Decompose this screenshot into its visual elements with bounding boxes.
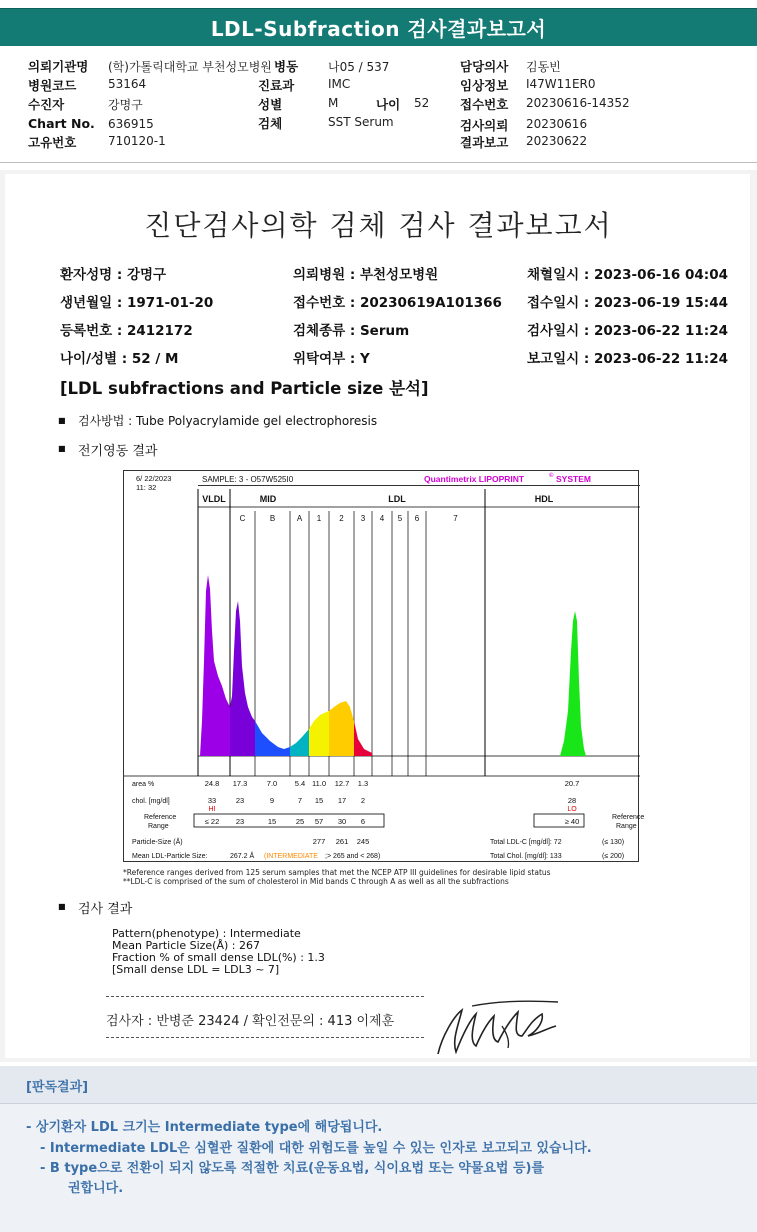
particle-value-2: 245	[356, 837, 370, 846]
curve-ldl-3	[354, 721, 372, 756]
curve-hdl	[560, 611, 586, 756]
result-lines	[112, 928, 325, 976]
particle-value-0: 277	[312, 837, 326, 846]
value-receipt-no: 20230616-14352	[526, 96, 630, 110]
label-age: 나이	[376, 97, 401, 112]
label-report-date: 결과보고	[460, 135, 509, 150]
chol-value-1: 23	[235, 796, 245, 805]
area-value-0: 24.8	[204, 779, 220, 788]
value-chart-no: 636915	[108, 117, 154, 131]
value-sex: M	[328, 96, 339, 110]
chol-value-4: 15	[314, 796, 324, 805]
particle-label: Particle-Size (Å)	[132, 839, 183, 846]
chart-date: 6/ 22/2023	[136, 474, 172, 483]
chol-value-3: 7	[297, 796, 303, 805]
group-label-ldl: LDL	[388, 494, 406, 504]
value-specimen: SST Serum	[328, 115, 394, 129]
area-value-7: 20.7	[564, 779, 580, 788]
judgement-line-3: - B type으로 전환이 되지 않도록 적절한 치료(운동요법, 식이요법 또는 약물요법 등)를	[40, 1161, 545, 1176]
area-value-2: 7.0	[266, 779, 278, 788]
patient-consign: 위탁여부 : Y	[293, 351, 370, 367]
judgement-line-4: 권합니다.	[68, 1181, 124, 1196]
value-report-date: 20230622	[526, 134, 588, 148]
method-text: 검사방법 : Tube Polyacrylamide gel electrophoresis	[78, 414, 378, 428]
area-value-3: 5.4	[294, 779, 306, 788]
total-ldl: Total LDL-C [mg/dl]: 72	[490, 839, 562, 846]
ref-value-1: 23	[235, 817, 245, 826]
area-value-1: 17.3	[232, 779, 248, 788]
band-label-B: B	[269, 514, 276, 523]
result-sdldl-def: [Small dense LDL = LDL3 ~ 7]	[112, 963, 280, 976]
label-unique-no: 고유번호	[28, 135, 77, 150]
chart-svg	[124, 471, 645, 863]
ref-value-7: ≥ 40	[564, 817, 580, 826]
patient-specimen: 검체종류 : Serum	[293, 323, 410, 339]
band-label-3: 3	[360, 514, 366, 523]
ref-label-1: Reference	[144, 814, 177, 821]
label-specimen: 검체	[258, 116, 283, 131]
label-chart-no: Chart No.	[28, 116, 95, 131]
label-examinee: 수진자	[28, 97, 65, 112]
value-clinical-info: I47W11ER0	[526, 77, 596, 91]
ref-value-3: 25	[295, 817, 305, 826]
chol-value-6: 2	[360, 796, 366, 805]
value-doctor: 김동빈	[526, 60, 561, 74]
label-institution: 의뢰기관명	[28, 59, 89, 74]
label-hospital-code: 병원코드	[28, 78, 77, 93]
section-heading: [LDL subfractions and Particle size 분석]	[60, 379, 429, 398]
curve-mid-c	[230, 601, 255, 756]
ref-label-2: Range	[148, 823, 169, 830]
curve-ldl-2	[329, 701, 354, 756]
report-title-bar	[0, 8, 757, 46]
curve-vldl	[200, 575, 230, 756]
patient-accession: 접수번호 : 20230619A101366	[293, 295, 502, 311]
value-hospital-code: 53164	[108, 77, 147, 91]
band-label-A: A	[296, 514, 303, 523]
judgement-line-2: - Intermediate LDL은 심혈관 질환에 대한 위험도를 높일 수 있는 인자로 보고되고 있습니다.	[40, 1141, 592, 1156]
mean-class: (INTERMEDIATE	[264, 853, 318, 860]
collect-time: 채혈일시 : 2023-06-16 04:04	[527, 267, 728, 283]
band-label-5: 5	[397, 514, 403, 523]
chart-brand-sup: ©	[549, 473, 554, 479]
particle-value-1: 261	[335, 837, 349, 846]
chart-top-rule	[198, 485, 640, 486]
label-clinical-info: 임상정보	[460, 78, 509, 93]
value-examinee: 강명구	[108, 98, 143, 112]
result-mean-size: Mean Particle Size(Å) : 267	[112, 939, 260, 952]
area-value-4: 11.0	[311, 779, 327, 788]
label-doctor: 담당의사	[460, 59, 509, 74]
signer-text: 검사자 : 반병준 23424 / 확인전문의 : 413 이제훈	[106, 1014, 395, 1029]
curve-mid-a	[290, 729, 309, 756]
label-department: 진료과	[258, 78, 295, 93]
report-title: 진단검사의학 검체 검사 결과보고서	[144, 209, 613, 242]
report-time: 보고일시 : 2023-06-22 11:24	[527, 351, 728, 367]
value-department: IMC	[328, 77, 351, 91]
ref-label-right-1: Reference	[612, 814, 645, 821]
result-fraction: Fraction % of small dense LDL(%) : 1.3	[112, 951, 325, 964]
area-value-6: 1.3	[357, 779, 369, 788]
ref-label-right-2: Range	[616, 823, 637, 830]
chol-flag-lo: LO	[567, 806, 577, 813]
footnote-2: **LDL-C is comprised of the sum of cholesterol in Mid bands C through A as well as all the subfractions	[123, 877, 509, 886]
chart-brand: Quantimetrix LIPOPRINT	[424, 474, 525, 484]
area-label: area %	[132, 781, 155, 788]
mean-label: Mean LDL-Particle Size:	[132, 853, 208, 860]
result-heading: 검사 결과	[78, 902, 133, 917]
label-request-date: 검사의뢰	[460, 118, 509, 133]
chol-value-2: 9	[269, 796, 275, 805]
curve-ldl-1	[309, 711, 329, 756]
result-pattern: Pattern(phenotype) : Intermediate	[112, 927, 301, 940]
chol-label: chol. [mg/dl]	[132, 798, 170, 805]
band-label-7: 7	[453, 514, 458, 523]
judgement-title: [판독결과]	[26, 1080, 89, 1095]
group-label-hdl: HDL	[534, 494, 554, 504]
receive-time: 접수일시 : 2023-06-19 15:44	[527, 295, 728, 311]
patient-age-sex: 나이/성별 : 52 / M	[60, 351, 179, 367]
judgement-line-1: - 상기환자 LDL 크기는 Intermediate type에 해당됩니다.	[26, 1120, 383, 1135]
chart-footnotes	[123, 868, 551, 886]
electrophoresis-chart	[123, 470, 645, 862]
test-time: 검사일시 : 2023-06-22 11:24	[527, 323, 728, 339]
label-ward: 병동	[274, 59, 299, 74]
chart-time: 11: 32	[136, 483, 157, 492]
group-label-vldl: VLDL	[202, 494, 226, 504]
value-ward: 나05 / 537	[328, 60, 390, 74]
ref-value-6: 6	[360, 817, 366, 826]
label-sex: 성별	[258, 97, 283, 112]
band-label-2: 2	[339, 514, 344, 523]
ref-box-left	[194, 814, 384, 827]
label-receipt-no: 접수번호	[460, 97, 509, 112]
total-chol: Total Chol. [mg/dl]: 133	[490, 853, 562, 860]
patient-birth: 생년월일 : 1971-01-20	[60, 295, 214, 311]
patient-reg-no: 등록번호 : 2412172	[60, 323, 193, 339]
ref-value-5: 30	[337, 817, 347, 826]
value-request-date: 20230616	[526, 117, 588, 131]
judgement-header	[0, 1066, 757, 1104]
ref-value-2: 15	[267, 817, 277, 826]
ref-value-0: ≤ 22	[204, 817, 220, 826]
chart-brand-tail: SYSTEM	[556, 474, 591, 484]
total-chol-ref: (≤ 200)	[602, 853, 625, 860]
area-value-5: 12.7	[334, 779, 350, 788]
value-age: 52	[414, 96, 430, 110]
patient-hospital: 의뢰병원 : 부천성모병원	[293, 267, 439, 283]
report-header-title: LDL-Subfraction 검사결과보고서	[210, 17, 547, 41]
band-label-4: 4	[379, 514, 385, 523]
mean-range: ;> 265 and < 268)	[325, 853, 381, 860]
top-divider	[0, 162, 757, 163]
curve-mid-b	[255, 721, 290, 756]
ref-value-4: 57	[314, 817, 324, 826]
value-institution: (학)가톨릭대학교 부천성모병원	[108, 60, 272, 74]
chol-value-0: 33	[207, 796, 217, 805]
signature-image	[432, 996, 562, 1058]
chart-sample: SAMPLE: 3 - O57W525I0	[202, 475, 294, 484]
footnote-1: *Reference ranges derived from 125 serum samples that met the NCEP ATP III guidelines for desirable lipid status	[123, 868, 551, 877]
band-label-1: 1	[316, 514, 322, 523]
value-unique-no: 710120-1	[108, 134, 166, 148]
patient-name: 환자성명 : 강명구	[60, 267, 167, 283]
mean-value: 267.2 Å	[230, 853, 255, 860]
band-label-C: C	[239, 514, 246, 523]
electro-text: 전기영동 결과	[78, 444, 158, 459]
total-ldl-ref: (≤ 130)	[602, 839, 625, 846]
chol-value-7: 28	[567, 796, 577, 805]
chol-value-5: 17	[337, 796, 347, 805]
group-label-mid: MID	[259, 494, 277, 504]
band-label-6: 6	[414, 514, 420, 523]
chol-flag-hi: HI	[208, 806, 216, 813]
